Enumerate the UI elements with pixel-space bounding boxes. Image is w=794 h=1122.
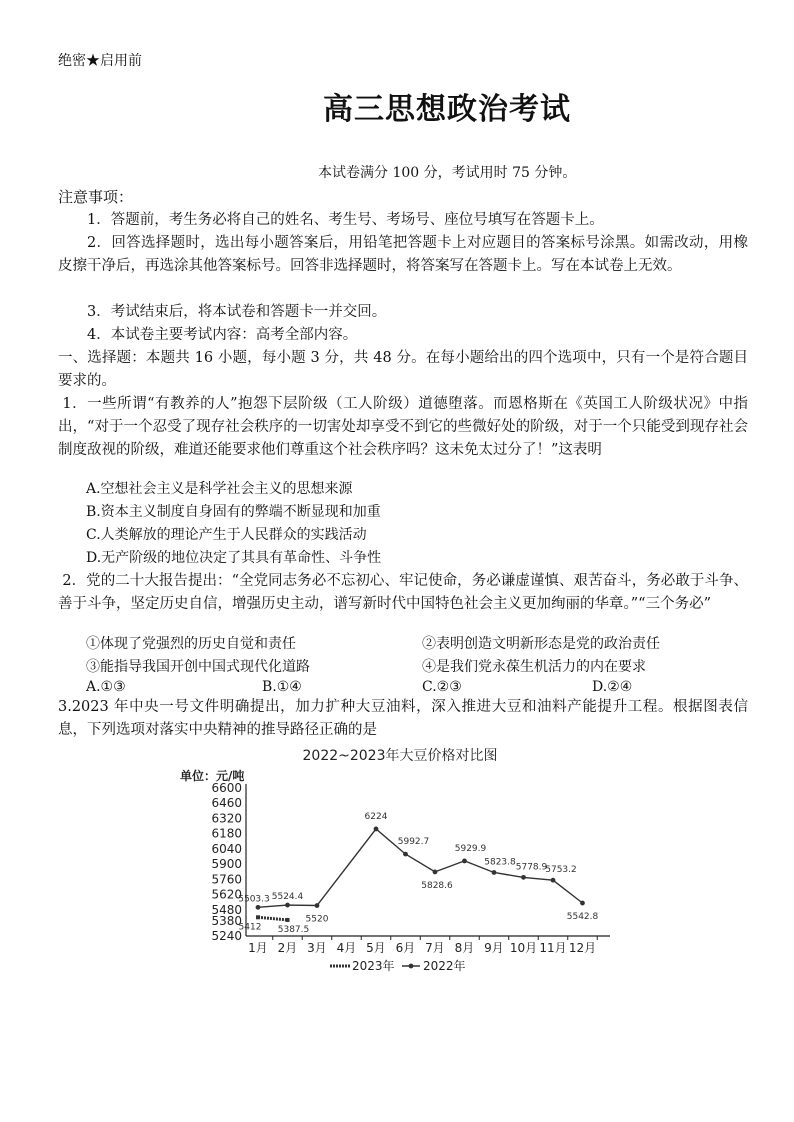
y-tick-label: 6460 xyxy=(211,796,242,811)
x-tick-label: 9月 xyxy=(484,941,504,955)
series-2022-data-label: 5520 xyxy=(305,914,329,925)
exam-title: 高三思想政治考试 xyxy=(323,92,571,127)
x-tick-label: 8月 xyxy=(454,941,475,955)
x-tick-label: 4月 xyxy=(336,941,357,955)
legend-2022-label: 2022年 xyxy=(423,959,466,973)
x-tick-label: 5月 xyxy=(366,941,386,955)
series-2022-data-label: 5753.2 xyxy=(545,865,577,876)
series-2023-point xyxy=(256,915,260,919)
confidential-mark: 绝密★启用前 xyxy=(58,53,142,69)
series-2023-line xyxy=(258,917,288,920)
q2-item-4: ④是我们党永葆生机活力的内在要求 xyxy=(422,659,646,675)
series-2022-point xyxy=(374,827,379,832)
q2-item-1: ①体现了党强烈的历史自觉和责任 xyxy=(86,636,296,652)
q1-option-b: B.资本主义制度自身固有的弊端不断显现和加重 xyxy=(86,504,381,520)
section-heading: 一、选择题：本题共 16 小题，每小题 3 分，共 48 分。在每小题给出的四个选项中，只有一个是符合题目要求的。 xyxy=(58,350,748,389)
series-2022-point xyxy=(462,859,467,864)
y-tick-label: 5900 xyxy=(211,857,242,872)
q2-option-b: B.①④ xyxy=(262,679,302,695)
series-2022-data-label: 5929.9 xyxy=(454,843,487,854)
legend-2023-label: 2023年 xyxy=(352,959,395,973)
q2-option-d: D.②④ xyxy=(592,679,633,695)
q2-item-2: ②表明创造文明新形态是党的政治责任 xyxy=(422,636,660,652)
x-tick-label: 12月 xyxy=(568,941,597,955)
x-tick-label: 6月 xyxy=(395,941,416,955)
q1-option-d: D.无产阶级的地位决定了其具有革命性、斗争性 xyxy=(86,550,382,566)
series-2022-data-label: 5524.4 xyxy=(271,892,304,903)
chart-ylabel: 单位：元/吨 xyxy=(180,769,245,783)
series-2022-data-label: 6224 xyxy=(364,811,388,822)
x-tick-label: 7月 xyxy=(425,941,445,955)
x-tick-label: 2月 xyxy=(277,941,298,955)
y-tick-label: 5620 xyxy=(211,887,242,902)
series-2022-point xyxy=(256,905,261,910)
x-tick-label: 11月 xyxy=(539,941,567,955)
series-2022-data-label: 5992.7 xyxy=(397,837,430,848)
q2-item-3: ③能指导我国开创中国式现代化道路 xyxy=(86,659,310,675)
notice-item-3: 3．考试结束后，将本试卷和答题卡一并交回。 xyxy=(87,304,387,320)
notice-item-1: 1．答题前，考生务必将自己的姓名、考生号、考场号、座位号填写在答题卡上。 xyxy=(87,212,604,228)
notice-item-2: 2．回答选择题时，选出每小题答案后，用铅笔把答题卡上对应题目的答案标号涂黑。如需改动，用橡皮擦干净后，再选涂其他答案标号。回答非选择题时，将答案写在答题卡上。写在本试卷上无效。 xyxy=(58,235,748,274)
y-tick-label: 6040 xyxy=(211,841,242,856)
series-2022-point xyxy=(492,870,497,875)
q2-option-c: C.②③ xyxy=(422,679,462,695)
x-tick-label: 1月 xyxy=(248,941,268,955)
x-tick-label: 10月 xyxy=(509,941,538,955)
series-2023-point xyxy=(286,918,290,922)
series-2022-point xyxy=(403,852,408,857)
q1-option-a: A.空想社会主义是科学社会主义的思想来源 xyxy=(86,481,353,497)
y-tick-label: 5240 xyxy=(211,929,242,943)
series-2022-point xyxy=(285,903,290,908)
x-tick-label: 3月 xyxy=(307,941,327,955)
series-2022-point xyxy=(580,901,585,906)
series-2022-data-label: 5823.8 xyxy=(484,857,516,868)
exam-info: 本试卷满分 100 分，考试用时 75 分钟。 xyxy=(318,165,577,181)
y-tick-label: 5480 xyxy=(211,902,242,917)
q1-stem: 1．一些所谓“有教养的人”抱怨下层阶级（工人阶级）道德堕落。而恩格斯在《英国工人阶级状况》中指出，“对于一个忍受了现存社会秩序的一切害处却享受不到它的些微好处的阶级，对于一个只能受到现存社会制度敌视的阶级，难道还能要求他们尊重这个社会秩序吗？这未免太过分了！”这表明 xyxy=(58,396,748,458)
notice-heading: 注意事项： xyxy=(58,188,134,206)
series-2023-data-label: 5412 xyxy=(238,922,262,933)
series-2022-data-label: 5542.8 xyxy=(566,912,599,923)
q1-option-c: C.人类解放的理论产生于人民群众的实践活动 xyxy=(86,527,367,543)
series-2022-data-label: 5778.9 xyxy=(515,862,548,873)
series-2022-data-label: 5503.3 xyxy=(238,894,270,905)
q2-option-a: A.①③ xyxy=(86,679,126,695)
legend-2022-marker xyxy=(409,964,414,969)
series-2022-point xyxy=(551,878,556,883)
notice-item-4: 4．本试卷主要考试内容：高考全部内容。 xyxy=(87,327,358,343)
y-tick-label: 6180 xyxy=(211,826,242,841)
series-2022-point xyxy=(315,903,320,908)
series-2022-point xyxy=(433,870,438,875)
y-tick-label: 5380 xyxy=(211,913,242,928)
q3-stem: 3.2023 年中央一号文件明确提出，加力扩种大豆油料，深入推进大豆和油料产能提升工程。根据图表信息，下列选项对落实中央精神的推导路径正确的是 xyxy=(58,699,748,738)
soybean-price-chart xyxy=(180,742,620,982)
q2-stem: 2．党的二十大报告提出：“全党同志务必不忘初心、牢记使命，务必谦虚谨慎、艰苦奋斗，务必敢于斗争、善于斗争，坚定历史自信，增强历史主动，谱写新时代中国特色社会主义更加绚丽的华章。”“三个务必” xyxy=(58,573,748,612)
y-tick-label: 6320 xyxy=(211,811,242,826)
chart-svg xyxy=(180,742,620,982)
y-tick-label: 5760 xyxy=(211,872,242,887)
series-2023-data-label: 5387.5 xyxy=(277,924,310,935)
series-2022-point xyxy=(521,875,526,880)
y-tick-label: 6600 xyxy=(211,781,242,795)
series-2022-data-label: 5828.6 xyxy=(421,880,453,891)
chart-title: 2022~2023年大豆价格对比图 xyxy=(302,748,498,764)
